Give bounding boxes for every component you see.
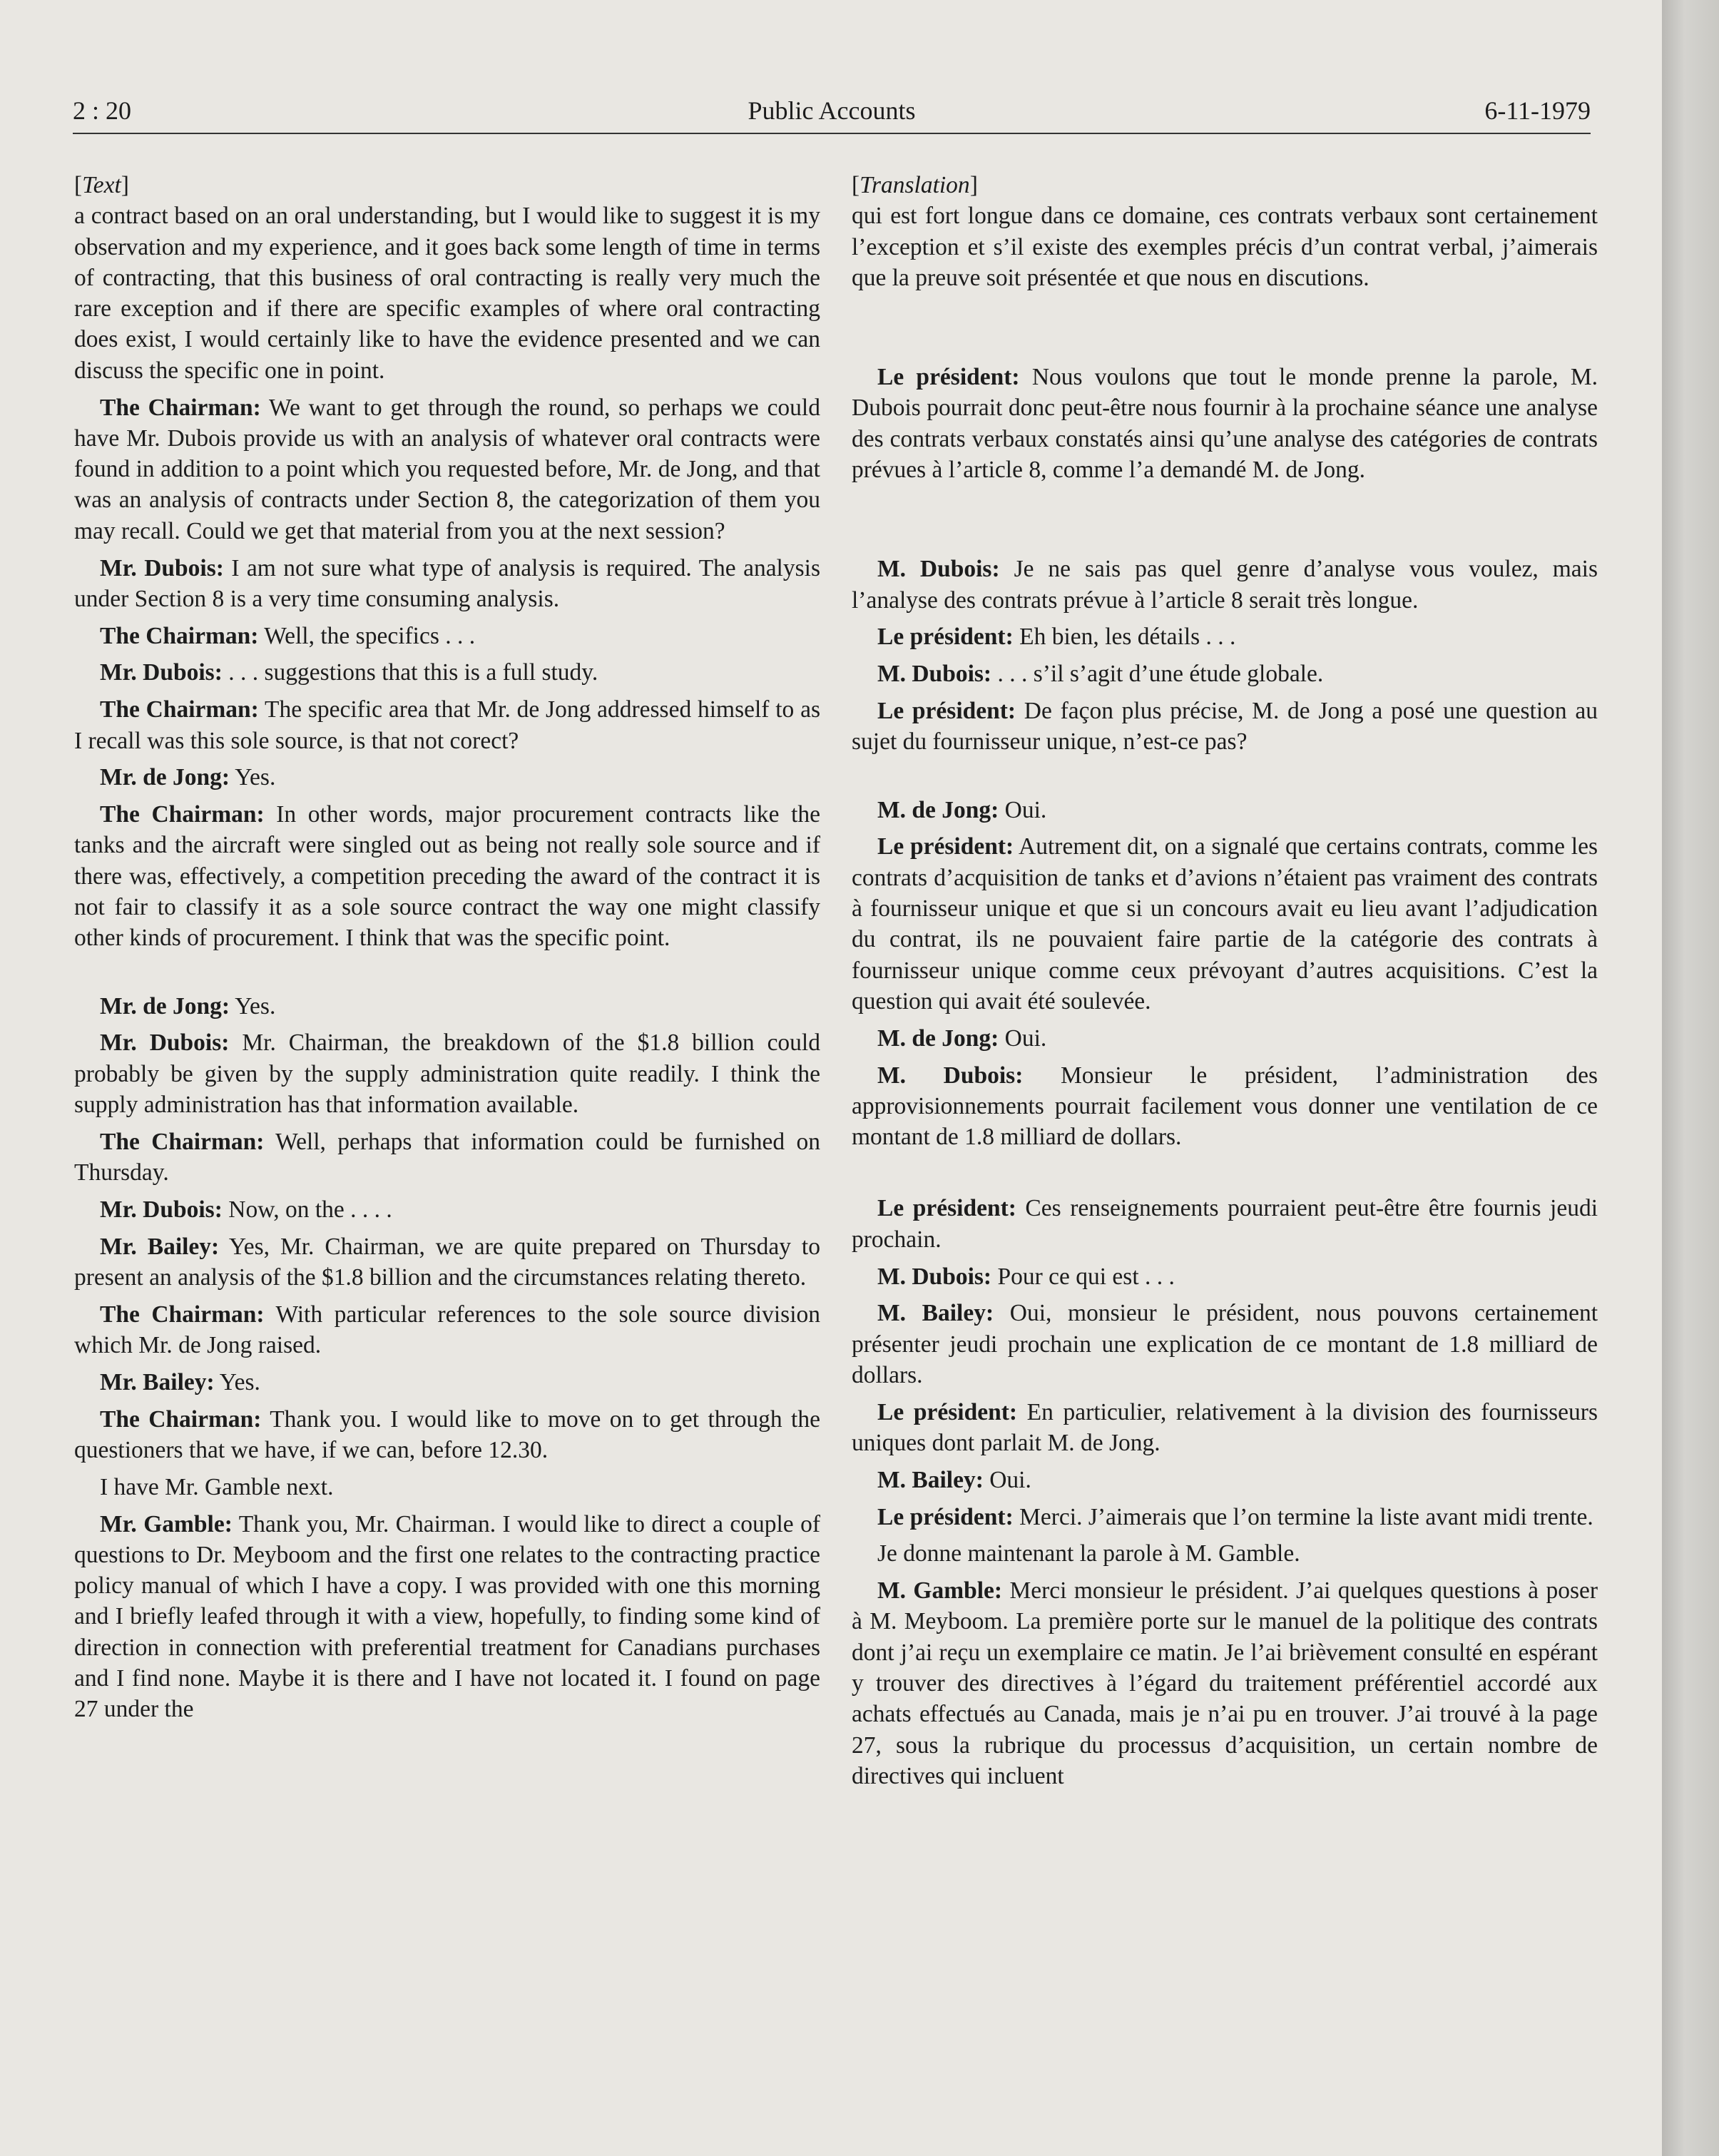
- speaker: Le président:: [877, 624, 1014, 651]
- paragraph: M. Dubois: Monsieur le président, l’administration des approvisionnements pourrait facilement vous donner une ventilation de ce montant de 1.8 milliard de dollars.: [852, 1062, 1598, 1151]
- speaker: Mr. Bailey:: [100, 1368, 215, 1395]
- paragraph: The Chairman: Well, perhaps that information could be furnished on Thursday.: [74, 1128, 820, 1186]
- paragraph: M. Bailey: Oui, monsieur le président, nous pouvons certainement présenter jeudi prochain une explication de ce montant de 1.8 milliard de dollars.: [852, 1300, 1598, 1388]
- paragraph: The Chairman: With particular references to the sole source division which Mr. de Jong raised.: [74, 1301, 820, 1359]
- paragraph: Le président: Ces renseignements pourraient peut-être être fournis jeudi prochain.: [852, 1195, 1598, 1253]
- speaker: Mr. de Jong:: [100, 992, 230, 1019]
- paragraph: M. de Jong: Oui.: [877, 1024, 1047, 1052]
- speaker: The Chairman:: [100, 696, 259, 723]
- speaker: The Chairman:: [100, 394, 261, 421]
- page-edge-shadow: [1662, 0, 1719, 2156]
- paragraph: a contract based on an oral understanding, but I would like to suggest it is my observation and my experience, and it goes back some length of time in terms of contracting, that this business of oral contracting is really very much the rare exception and if there are specific examples of where oral contracting does exist, I would certainly like to have the evidence presented and we can discuss the specific one in point.: [74, 203, 820, 384]
- speaker: Mr. de Jong:: [100, 764, 230, 791]
- sitting-date: 6-11-1979: [1484, 96, 1591, 125]
- speaker: M. Gamble:: [877, 1577, 1003, 1605]
- paragraph: M. Dubois: . . . s’il s’agit d’une étude globale.: [877, 661, 1324, 688]
- speaker: Le président:: [877, 833, 1014, 860]
- paragraph: qui est fort longue dans ce domaine, ces contrats verbaux sont certainement l’exception et s’il existe des exemples précis d’un contrat verbal, j’aimerais que la preuve soit présentée et que nous en discutions.: [852, 203, 1598, 291]
- paragraph: The Chairman: The specific area that Mr. de Jong addressed himself to as I recall was this sole source, is that not corect?: [74, 696, 820, 754]
- paragraph: The Chairman: We want to get through the round, so perhaps we could have Mr. Dubois provide us with an analysis of whatever oral contracts were found in addition to a point which you requested before, Mr. de Jong, and that was an analysis of contracts under Section 8, the categorization of them you may recall. Could we get that material from you at the next session?: [74, 394, 820, 544]
- publication-title: Public Accounts: [748, 96, 916, 125]
- paragraph: M. Dubois: Je ne sais pas quel genre d’analyse vous voulez, mais l’analyse des contrats prévue à l’article 8 serait très longue.: [852, 556, 1598, 614]
- speaker: M. Dubois:: [877, 1263, 992, 1290]
- paragraph: Je donne maintenant la parole à M. Gamble.: [877, 1540, 1300, 1567]
- speaker: The Chairman:: [100, 1405, 262, 1433]
- paragraph: Le président: Merci. J’aimerais que l’on termine la liste avant midi trente.: [877, 1503, 1593, 1530]
- paragraph: Mr. Bailey: Yes.: [100, 1368, 260, 1395]
- speaker: M. Bailey:: [877, 1466, 984, 1493]
- paragraph: Mr. Bailey: Yes, Mr. Chairman, we are quite prepared on Thursday to present an analysis of the $1.8 billion and the circumstances relating thereto.: [74, 1233, 820, 1291]
- page-number: 2 : 20: [73, 96, 132, 125]
- paragraph: M. Gamble: Merci monsieur le président. J’ai quelques questions à poser à M. Meyboom. La première porte sur le manuel de la politique des contrats dont j’ai reçu un exemplaire ce matin. Je l’ai brièvement consulté en espérant y trouver des directives à l’égard du traitement préférentiel accordé aux achats effectués au Canada, mais je n’ai pu en trouver. J’ai trouvé à la page 27, sous la rubrique du processus d’acquisition, un certain nombre de directives qui incluent: [852, 1577, 1598, 1789]
- paragraph: Le président: En particulier, relativement à la division des fournisseurs uniques dont parlait M. de Jong.: [852, 1398, 1598, 1456]
- paragraph: Mr. Dubois: . . . suggestions that this is a full study.: [100, 659, 598, 686]
- speaker: M. Dubois:: [877, 556, 1000, 583]
- speaker: Le président:: [877, 1503, 1014, 1530]
- paragraph: The Chairman: Well, the specifics . . .: [100, 622, 476, 649]
- french-column: [852, 170, 1598, 1798]
- speaker: The Chairman:: [100, 622, 259, 649]
- speaker: M. de Jong:: [877, 1024, 999, 1052]
- paragraph: Mr. Gamble: Thank you, Mr. Chairman. I would like to direct a couple of questions to Dr. Meyboom and the first one relates to the contracting practice policy manual of which I have a copy. I was provided with one this morning and I briefly leafed through it with a view, hopefully, to finding some kind of direction in connection with preferential treatment for Canadians purchases and I find none. Maybe it is there and I have not located it. I found on page 27 under the: [74, 1510, 820, 1723]
- paragraph: Le président: Nous voulons que tout le monde prenne la parole, M. Dubois pourrait donc peut-être nous fournir à la prochaine séance une analyse des contrats verbaux constatés ainsi qu’une analyse des catégories de contrats prévues à l’article 8, comme l’a demandé M. de Jong.: [852, 364, 1598, 484]
- speaker: The Chairman:: [100, 801, 265, 828]
- speaker: M. Dubois:: [877, 661, 992, 688]
- paragraph: Le président: Eh bien, les détails . . .: [877, 624, 1236, 651]
- paragraph: Mr. Dubois: Mr. Chairman, the breakdown of the $1.8 billion could probably be given by the supply administration quite readily. I think the supply administration has that information available.: [74, 1029, 820, 1119]
- speaker: M. Dubois:: [877, 1062, 1024, 1089]
- paragraph: Le président: De façon plus précise, M. de Jong a posé une question au sujet du fournisseur unique, n’est-ce pas?: [852, 698, 1598, 756]
- translation-tag: [Translation]: [852, 172, 978, 198]
- paragraph: Mr. Dubois: I am not sure what type of analysis is required. The analysis under Section 8 is a very time consuming analysis.: [74, 554, 820, 612]
- paragraph: M. de Jong: Oui.: [877, 796, 1047, 823]
- speaker: Mr. Dubois:: [100, 659, 223, 686]
- speaker: Mr. Bailey:: [100, 1233, 220, 1260]
- paragraph: Le président: Autrement dit, on a signalé que certains contrats, comme les contrats d’acquisition de tanks et d’avions n’étaient pas vraiment des contrats à fournisseur unique et que si un concours avait eu lieu avant l’adjudication du contrat, ils ne pouvaient faire partie de la catégorie des contrats à fournisseur unique comme ceux prévoyant d’autres acquisitions. C’est la question qui avait été soulevée.: [852, 833, 1598, 1015]
- paragraph: M. Bailey: Oui.: [877, 1466, 1031, 1493]
- speaker: The Chairman:: [100, 1128, 265, 1155]
- speaker: M. de Jong:: [877, 796, 999, 823]
- paragraph: M. Dubois: Pour ce qui est . . .: [877, 1263, 1175, 1290]
- running-header: [73, 93, 1591, 134]
- paragraph: The Chairman: Thank you. I would like to move on to get through the questioners that we have, if we can, before 12.30.: [74, 1405, 820, 1463]
- speaker: Mr. Dubois:: [100, 1196, 223, 1223]
- paragraph: I have Mr. Gamble next.: [100, 1473, 334, 1500]
- paragraph: Mr. de Jong: Yes.: [100, 992, 276, 1019]
- speaker: Le président:: [877, 1195, 1016, 1222]
- speaker: Mr. Gamble:: [100, 1510, 233, 1537]
- english-column: [74, 170, 820, 1731]
- paragraph: The Chairman: In other words, major procurement contracts like the tanks and the aircraft were singled out as being not really sole source and if there was, effectively, a competition preceding the award of the contract it is not fair to classify it as a sole source contract the way one might classify other kinds of procurement. I think that was the specific point.: [74, 801, 820, 952]
- paragraph: Mr. de Jong: Yes.: [100, 764, 276, 791]
- speaker: Le président:: [877, 698, 1016, 725]
- speaker: Mr. Dubois:: [100, 554, 224, 581]
- speaker: M. Bailey:: [877, 1300, 994, 1327]
- speaker: Mr. Dubois:: [100, 1029, 230, 1057]
- speaker: The Chairman:: [100, 1301, 265, 1328]
- speaker: Le président:: [877, 1398, 1018, 1425]
- paragraph: Mr. Dubois: Now, on the . . . .: [100, 1196, 392, 1223]
- text-tag: [Text]: [74, 172, 129, 198]
- speaker: Le président:: [877, 364, 1020, 391]
